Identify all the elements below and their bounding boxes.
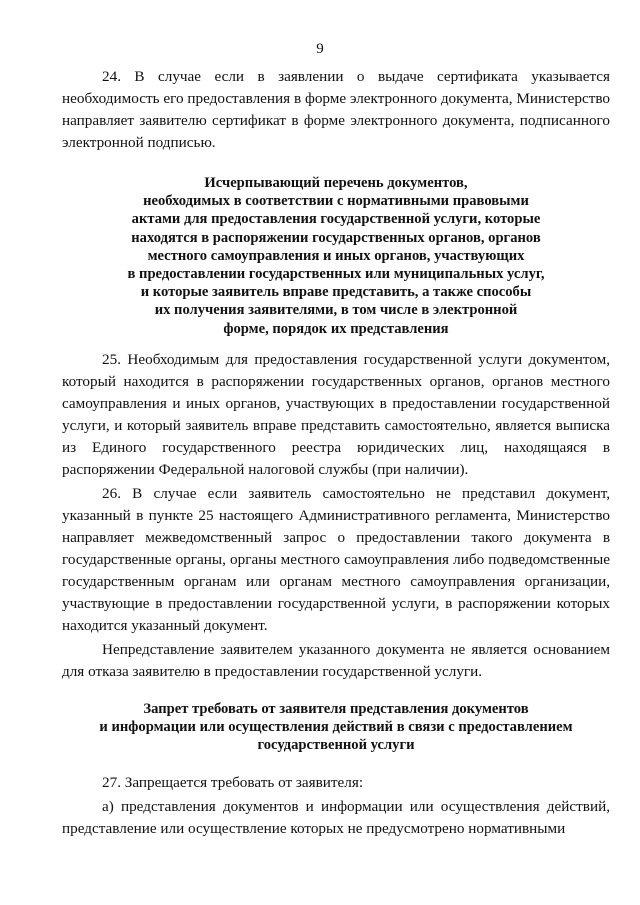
heading-line: местного самоуправления и иных органов, участвующих — [147, 247, 525, 264]
heading-line: их получения заявителями, в том числе в электронной — [154, 302, 518, 319]
heading-line: в предоставлении государственных или муниципальных услуг, — [127, 266, 545, 283]
heading-line: и информации или осуществления действий в связи с предоставлением — [99, 719, 573, 736]
heading-line: и которые заявитель вправе представить, а также способы — [140, 284, 532, 301]
heading-line: Запрет требовать от заявителя представления документов — [143, 700, 529, 717]
paragraph-24: 24. В случае если в заявлении о выдаче сертификата указывается необходимость его предоставления в форме электронного документа, Министерство направляет заявителю сертификат в форме электронного документа, подписанного электронной подписью. — [62, 68, 610, 151]
spacer — [62, 754, 610, 772]
page-number: 9 — [316, 41, 324, 57]
paragraph-27: 27. Запрещается требовать от заявителя: — [102, 774, 364, 792]
paragraph-26-continuation: Непредставление заявителем указанного документа не является основанием для отказа заявителю в предоставлении государственной услуги. — [62, 640, 610, 680]
paragraph-27-a: а) представления документов и информации или осуществления действий, представление или осуществление которых не предусмотрено нормативными — [62, 798, 610, 838]
heading-line: форме, порядок их представления — [223, 320, 449, 337]
heading-line: находятся в распоряжении государственных органов, органов — [131, 229, 541, 246]
page-content — [62, 66, 610, 840]
spacer — [62, 683, 610, 700]
paragraph-26: 26. В случае если заявитель самостоятельно не представил документ, указанный в пункте 25 настоящего Административного регламента, Министерство направляет межведомственный запрос о предоставлении такого документа в государственные органы, органы местного самоуправления либо подведомственные государственным органам или органам местного самоуправления организации, участвующие в предоставлении государственной услуги, в распоряжении которых находится указанный документ. — [62, 484, 610, 634]
paragraph-25: 25. Необходимым для предоставления государственной услуги документом, который находится в распоряжении государственных органов, органов местного самоуправления и иных органов, участвующих в предоставлении государственной услуги, и который заявитель вправе представить самостоятельно, является выписка из Единого государственного реестра юридических лиц, находящаяся в распоряжении Федеральной налоговой службы (при наличии). — [62, 350, 610, 478]
spacer — [62, 154, 610, 174]
heading-line: актами для предоставления государственной услуги, которые — [131, 211, 541, 228]
heading-line: необходимых в соответствии с нормативными правовыми — [143, 193, 529, 210]
section-heading-documents-list — [62, 174, 610, 338]
spacer — [62, 338, 610, 349]
section-heading-prohibition — [62, 700, 610, 755]
heading-line: государственной услуги — [257, 737, 415, 754]
heading-line: Исчерпывающий перечень документов, — [204, 175, 468, 191]
